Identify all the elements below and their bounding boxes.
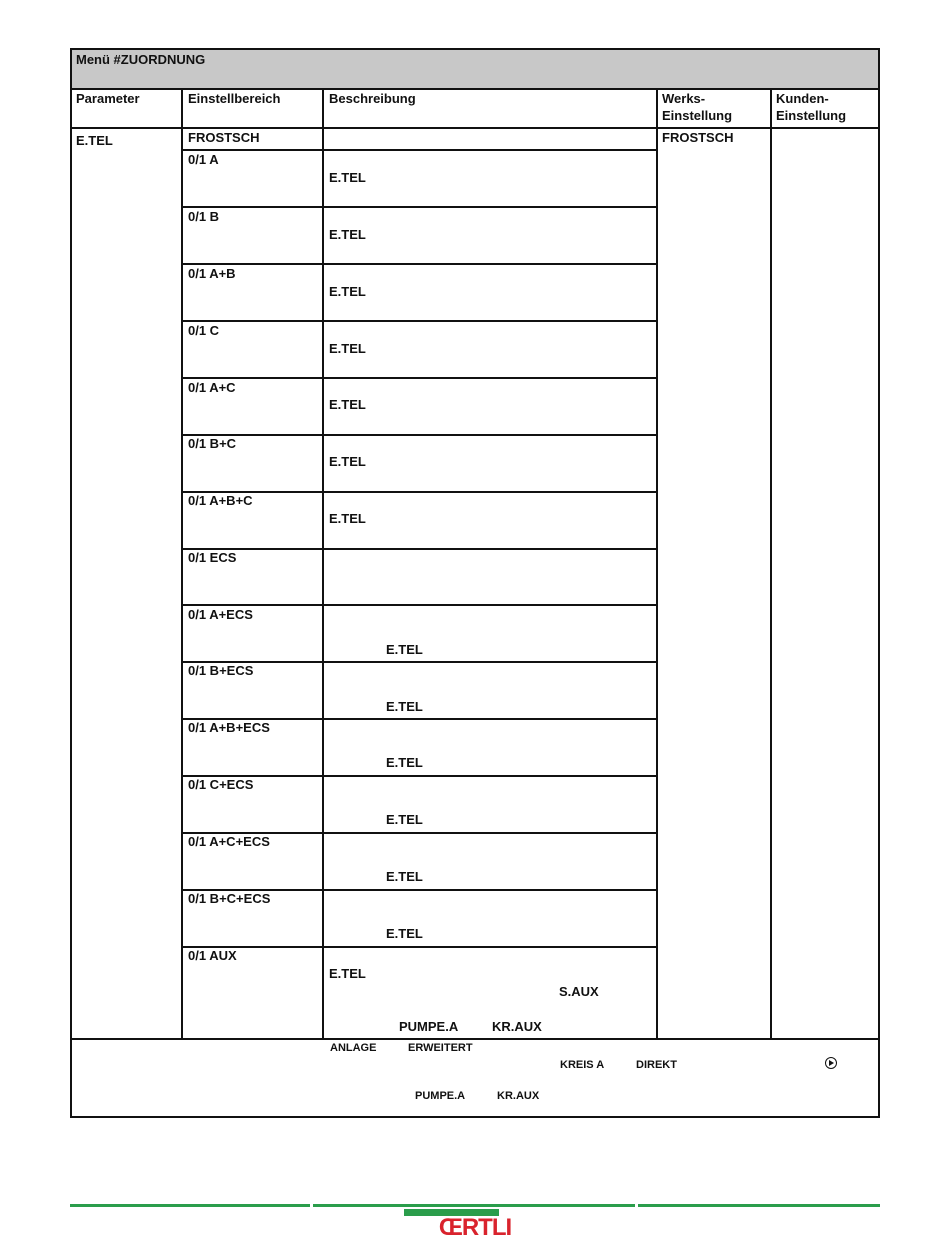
row-divider xyxy=(182,149,657,151)
description-text: E.TEL xyxy=(386,699,423,714)
aux-description-line1: E.TEL xyxy=(329,966,366,981)
description-text: E.TEL xyxy=(386,642,423,657)
row-divider xyxy=(182,320,657,322)
row-divider xyxy=(182,604,657,606)
divider xyxy=(72,1038,878,1040)
header-description: Beschreibung xyxy=(329,91,416,106)
header-factory-line2: Einstellung xyxy=(662,108,733,123)
column-divider xyxy=(322,88,324,1039)
row-divider xyxy=(182,548,657,550)
play-circle-icon xyxy=(825,1057,837,1069)
note-word-kraux: KR.AUX xyxy=(497,1090,540,1102)
range-value: 0/1 A+B+C xyxy=(188,493,253,508)
range-value: 0/1 C xyxy=(188,323,220,338)
note-word-pumpe: PUMPE.A xyxy=(415,1090,466,1102)
footer-line-left xyxy=(70,1204,310,1207)
description-text: E.TEL xyxy=(329,397,366,412)
header-range: Einstellbereich xyxy=(188,91,281,106)
note-word-erweitert: ERWEITERT xyxy=(408,1042,473,1054)
description-text: E.TEL xyxy=(329,511,366,526)
range-value-aux: 0/1 AUX xyxy=(188,948,237,963)
note-word-kreis-a: KREIS A xyxy=(560,1059,605,1071)
factory-value: FROSTSCH xyxy=(662,130,734,145)
description-text: E.TEL xyxy=(329,227,366,242)
range-value: 0/1 ECS xyxy=(188,550,237,565)
note-word-anlage: ANLAGE xyxy=(330,1042,377,1054)
row-divider xyxy=(182,946,657,948)
column-divider xyxy=(181,88,183,1039)
range-value: 0/1 A+C+ECS xyxy=(188,834,270,849)
description-text: E.TEL xyxy=(386,926,423,941)
range-frostsch: FROSTSCH xyxy=(188,130,260,145)
settings-table xyxy=(70,48,880,1118)
header-customer-line1: Kunden- xyxy=(776,91,829,106)
row-divider xyxy=(182,263,657,265)
parameter-name: E.TEL xyxy=(76,133,113,148)
column-divider xyxy=(770,88,772,1039)
range-value: 0/1 A+ECS xyxy=(188,607,253,622)
column-divider xyxy=(656,88,658,1039)
range-value: 0/1 B+C+ECS xyxy=(188,891,271,906)
aux-description-pumpe: PUMPE.A xyxy=(399,1019,459,1034)
aux-description-saux: S.AUX xyxy=(559,984,599,999)
header-customer-line2: Einstellung xyxy=(776,108,847,123)
range-value: 0/1 A+B xyxy=(188,266,236,281)
description-text: E.TEL xyxy=(329,284,366,299)
footer-line-right xyxy=(638,1204,880,1207)
row-divider xyxy=(182,377,657,379)
description-text: E.TEL xyxy=(386,812,423,827)
footer-line-center xyxy=(313,1204,635,1207)
table-title: Menü #ZUORDNUNG xyxy=(76,52,206,67)
range-value: 0/1 A xyxy=(188,152,219,167)
header-parameter: Parameter xyxy=(76,91,140,106)
range-value: 0/1 B+ECS xyxy=(188,663,254,678)
row-divider xyxy=(182,434,657,436)
row-divider xyxy=(182,491,657,493)
oertli-logo: ŒRTLI xyxy=(438,1214,512,1241)
header-factory-line1: Werks- xyxy=(662,91,706,106)
range-value: 0/1 C+ECS xyxy=(188,777,254,792)
range-value: 0/1 A+B+ECS xyxy=(188,720,270,735)
description-text: E.TEL xyxy=(329,170,366,185)
aux-description-kraux: KR.AUX xyxy=(492,1019,542,1034)
description-text: E.TEL xyxy=(386,869,423,884)
description-text: E.TEL xyxy=(329,341,366,356)
description-text: E.TEL xyxy=(386,755,423,770)
row-divider xyxy=(182,206,657,208)
range-value: 0/1 B xyxy=(188,209,220,224)
note-word-direkt: DIREKT xyxy=(636,1059,677,1071)
range-value: 0/1 A+C xyxy=(188,380,236,395)
range-value: 0/1 B+C xyxy=(188,436,237,451)
description-text: E.TEL xyxy=(329,454,366,469)
